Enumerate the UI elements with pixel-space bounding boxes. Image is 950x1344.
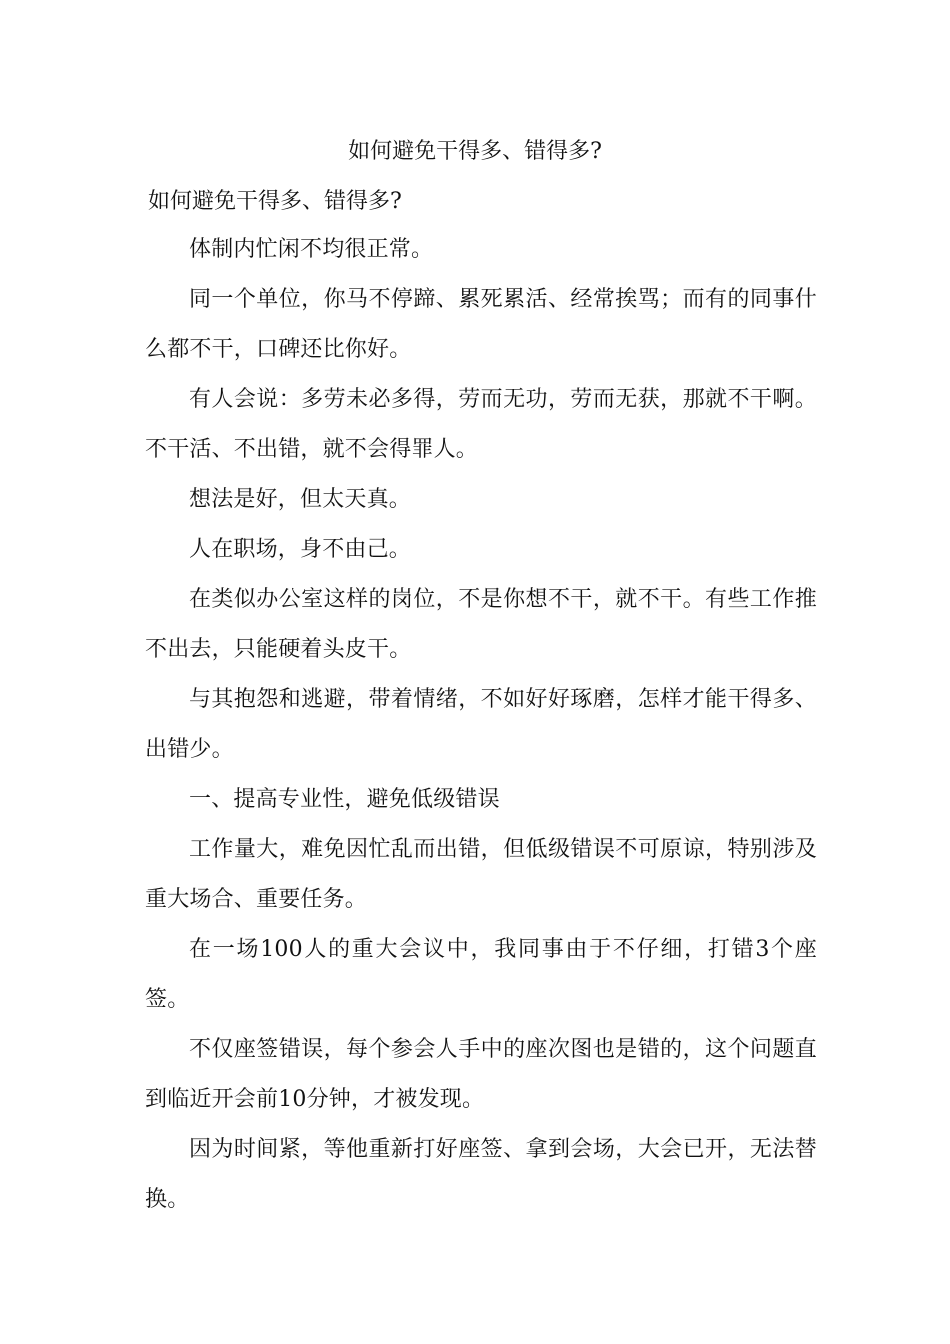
paragraph: 人在职场，身不由己。 (189, 537, 412, 562)
document-title: 如何避免干得多、错得多? (348, 139, 602, 164)
paragraph: 想法是好，但太天真。 (189, 487, 412, 512)
paragraph: 不仅座签错误，每个参会人手中的座次图也是错的，这个问题直到临近开会前10分钟，才被发现。 (145, 1037, 817, 1112)
paragraph: 与其抱怨和逃避，带着情绪，不如好好琢磨，怎样才能干得多、出错少。 (145, 687, 817, 762)
paragraph: 同一个单位，你马不停蹄、累死累活、经常挨骂；而有的同事什么都不干，口碑还比你好。 (145, 287, 817, 362)
paragraph: 体制内忙闲不均很正常。 (189, 237, 434, 262)
paragraph: 在一场100人的重大会议中，我同事由于不仔细，打错3个座签。 (145, 937, 817, 1012)
document-body (145, 225, 817, 1225)
paragraph: 因为时间紧，等他重新打好座签、拿到会场，大会已开，无法替换。 (145, 1137, 817, 1212)
document-subtitle: 如何避免干得多、错得多? (148, 189, 402, 214)
section-heading: 一、提高专业性，避免低级错误 (189, 787, 500, 812)
paragraph: 在类似办公室这样的岗位，不是你想不干，就不干。有些工作推不出去，只能硬着头皮干。 (145, 587, 817, 662)
paragraph: 有人会说：多劳未必多得，劳而无功，劳而无获，那就不干啊。不干活、不出错，就不会得罪人。 (145, 387, 817, 462)
paragraph: 工作量大，难免因忙乱而出错，但低级错误不可原谅，特别涉及重大场合、重要任务。 (145, 837, 817, 912)
